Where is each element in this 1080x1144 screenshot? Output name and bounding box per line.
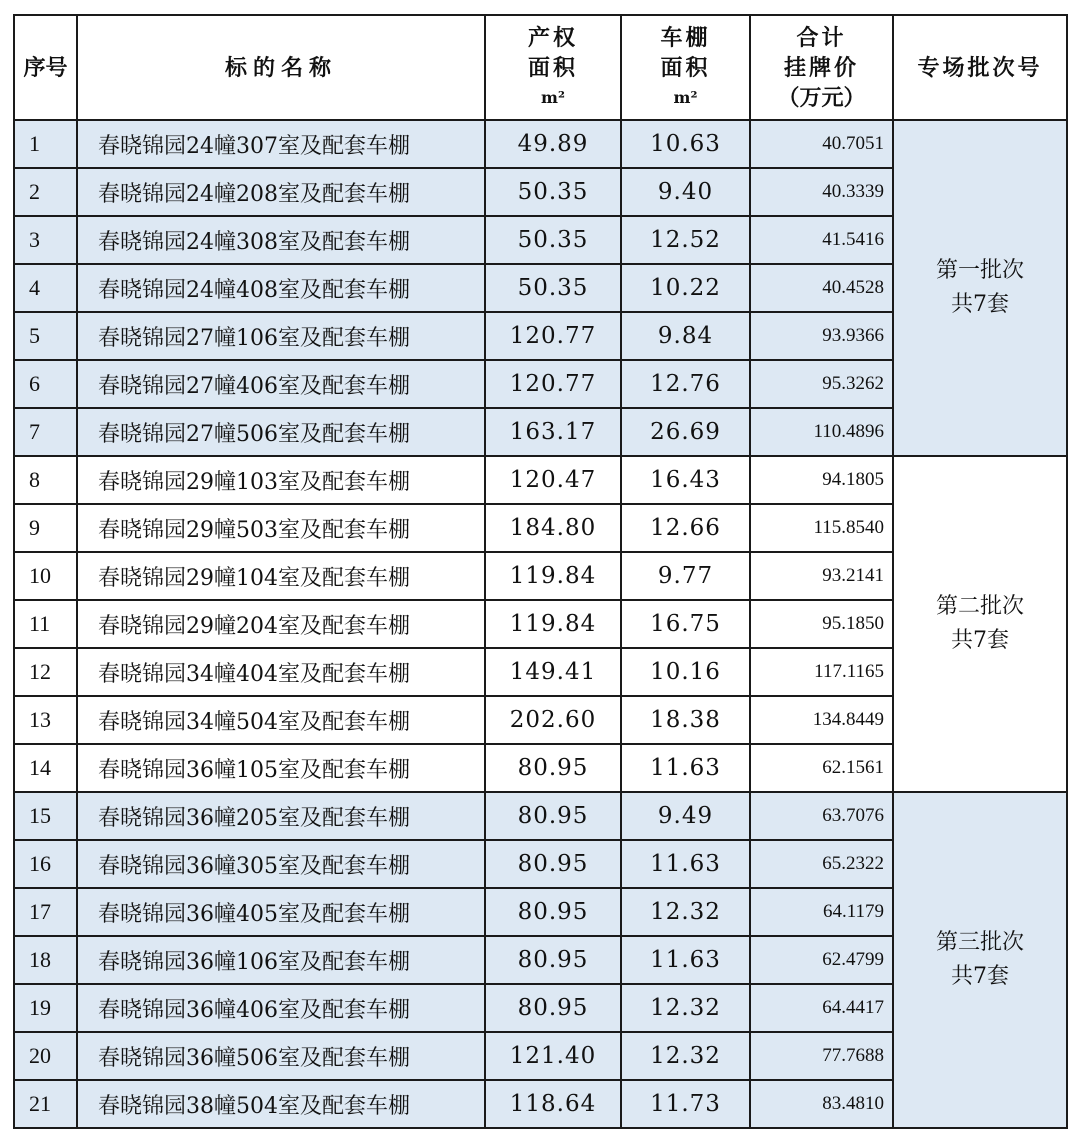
row-area: 50.35 [485, 264, 621, 312]
row-area: 50.35 [485, 168, 621, 216]
row-name: 春晓锦园24幢408室及配套车棚 [77, 264, 485, 312]
row-no: 9 [14, 504, 77, 552]
header-area-unit: m² [541, 87, 565, 107]
row-price: 134.8449 [750, 696, 893, 744]
row-name: 春晓锦园34幢404室及配套车棚 [77, 648, 485, 696]
header-shed-unit: m² [673, 87, 698, 107]
row-shed-area: 10.16 [621, 648, 750, 696]
row-shed-area: 11.63 [621, 744, 750, 792]
row-name: 春晓锦园29幢503室及配套车棚 [77, 504, 485, 552]
row-name: 春晓锦园24幢308室及配套车棚 [77, 216, 485, 264]
row-no: 6 [14, 360, 77, 408]
table-row [14, 792, 1067, 840]
row-no: 10 [14, 552, 77, 600]
row-no: 1 [14, 120, 77, 168]
row-area: 120.77 [485, 312, 621, 360]
row-shed-area: 11.73 [621, 1080, 750, 1128]
row-name: 春晓锦园29幢204室及配套车棚 [77, 600, 485, 648]
header-price-line3: （万元） [777, 84, 866, 111]
header-shed-line2: 面积 [660, 54, 711, 81]
row-name: 春晓锦园36幢105室及配套车棚 [77, 744, 485, 792]
row-no: 20 [14, 1032, 77, 1080]
row-no: 13 [14, 696, 77, 744]
row-price: 41.5416 [750, 216, 893, 264]
row-price: 40.7051 [750, 120, 893, 168]
row-area: 120.77 [485, 360, 621, 408]
header-area [485, 15, 621, 120]
row-name: 春晓锦园36幢205室及配套车棚 [77, 792, 485, 840]
row-shed-area: 16.75 [621, 600, 750, 648]
row-price: 64.4417 [750, 984, 893, 1032]
batch-label: 第二批次 [935, 594, 1024, 619]
row-shed-area: 9.49 [621, 792, 750, 840]
row-price: 40.3339 [750, 168, 893, 216]
row-shed-area: 9.77 [621, 552, 750, 600]
batch-cell [893, 792, 1067, 1128]
row-shed-area: 26.69 [621, 408, 750, 456]
row-shed-area: 12.32 [621, 888, 750, 936]
row-price: 115.8540 [750, 504, 893, 552]
row-no: 19 [14, 984, 77, 1032]
row-price: 94.1805 [750, 456, 893, 504]
row-area: 118.64 [485, 1080, 621, 1128]
row-name: 春晓锦园29幢103室及配套车棚 [77, 456, 485, 504]
table-row [14, 456, 1067, 504]
row-price: 83.4810 [750, 1080, 893, 1128]
row-no: 4 [14, 264, 77, 312]
row-name: 春晓锦园34幢504室及配套车棚 [77, 696, 485, 744]
row-area: 119.84 [485, 600, 621, 648]
batch-cell [893, 456, 1067, 792]
batch-label: 第三批次 [935, 930, 1024, 955]
row-no: 18 [14, 936, 77, 984]
batch-count: 共7套 [951, 628, 1009, 653]
row-price: 77.7688 [750, 1032, 893, 1080]
row-shed-area: 16.43 [621, 456, 750, 504]
row-name: 春晓锦园36幢106室及配套车棚 [77, 936, 485, 984]
row-area: 80.95 [485, 840, 621, 888]
row-no: 16 [14, 840, 77, 888]
listing-table [13, 14, 1068, 1129]
row-price: 117.1165 [750, 648, 893, 696]
row-no: 7 [14, 408, 77, 456]
row-area: 184.80 [485, 504, 621, 552]
row-no: 12 [14, 648, 77, 696]
row-price: 63.7076 [750, 792, 893, 840]
row-price: 93.9366 [750, 312, 893, 360]
row-price: 95.3262 [750, 360, 893, 408]
row-shed-area: 12.32 [621, 984, 750, 1032]
batch-cell [893, 120, 1067, 456]
row-area: 149.41 [485, 648, 621, 696]
row-area: 50.35 [485, 216, 621, 264]
row-area: 80.95 [485, 888, 621, 936]
row-name: 春晓锦园36幢405室及配套车棚 [77, 888, 485, 936]
row-price: 40.4528 [750, 264, 893, 312]
row-shed-area: 12.32 [621, 1032, 750, 1080]
row-area: 49.89 [485, 120, 621, 168]
row-price: 93.2141 [750, 552, 893, 600]
row-area: 80.95 [485, 936, 621, 984]
row-shed-area: 18.38 [621, 696, 750, 744]
header-price [750, 15, 893, 120]
row-shed-area: 9.40 [621, 168, 750, 216]
row-no: 5 [14, 312, 77, 360]
header-shed [621, 15, 750, 120]
row-area: 80.95 [485, 744, 621, 792]
row-area: 80.95 [485, 792, 621, 840]
row-area: 163.17 [485, 408, 621, 456]
row-name: 春晓锦园27幢406室及配套车棚 [77, 360, 485, 408]
header-price-line2: 挂牌价 [783, 54, 859, 81]
row-shed-area: 12.52 [621, 216, 750, 264]
row-no: 11 [14, 600, 77, 648]
row-no: 17 [14, 888, 77, 936]
row-shed-area: 12.66 [621, 504, 750, 552]
row-area: 120.47 [485, 456, 621, 504]
row-shed-area: 12.76 [621, 360, 750, 408]
row-price: 62.4799 [750, 936, 893, 984]
row-no: 14 [14, 744, 77, 792]
row-price: 65.2322 [750, 840, 893, 888]
row-name: 春晓锦园29幢104室及配套车棚 [77, 552, 485, 600]
row-shed-area: 11.63 [621, 936, 750, 984]
header-area-line1: 产权 [527, 24, 578, 51]
row-price: 62.1561 [750, 744, 893, 792]
row-shed-area: 9.84 [621, 312, 750, 360]
row-name: 春晓锦园36幢305室及配套车棚 [77, 840, 485, 888]
row-name: 春晓锦园36幢406室及配套车棚 [77, 984, 485, 1032]
row-name: 春晓锦园27幢506室及配套车棚 [77, 408, 485, 456]
row-price: 95.1850 [750, 600, 893, 648]
batch-count: 共7套 [951, 964, 1009, 989]
table-row [14, 120, 1067, 168]
batch-label: 第一批次 [935, 258, 1024, 283]
batch-count: 共7套 [951, 292, 1009, 317]
header-row [14, 15, 1067, 120]
row-no: 3 [14, 216, 77, 264]
header-no: 序号 [14, 15, 77, 120]
row-shed-area: 10.22 [621, 264, 750, 312]
row-no: 15 [14, 792, 77, 840]
row-name: 春晓锦园36幢506室及配套车棚 [77, 1032, 485, 1080]
header-shed-line1: 车棚 [660, 24, 711, 51]
row-area: 119.84 [485, 552, 621, 600]
header-batch: 专场批次号 [893, 15, 1067, 120]
row-area: 121.40 [485, 1032, 621, 1080]
row-no: 8 [14, 456, 77, 504]
row-name: 春晓锦园24幢307室及配套车棚 [77, 120, 485, 168]
row-price: 64.1179 [750, 888, 893, 936]
row-name: 春晓锦园38幢504室及配套车棚 [77, 1080, 485, 1128]
header-price-line1: 合计 [796, 24, 847, 51]
row-shed-area: 11.63 [621, 840, 750, 888]
header-area-line2: 面积 [527, 54, 578, 81]
row-shed-area: 10.63 [621, 120, 750, 168]
row-area: 202.60 [485, 696, 621, 744]
row-price: 110.4896 [750, 408, 893, 456]
row-no: 2 [14, 168, 77, 216]
header-name: 标的名称 [77, 15, 485, 120]
row-name: 春晓锦园24幢208室及配套车棚 [77, 168, 485, 216]
row-area: 80.95 [485, 984, 621, 1032]
row-no: 21 [14, 1080, 77, 1128]
row-name: 春晓锦园27幢106室及配套车棚 [77, 312, 485, 360]
table-body [14, 120, 1067, 1128]
